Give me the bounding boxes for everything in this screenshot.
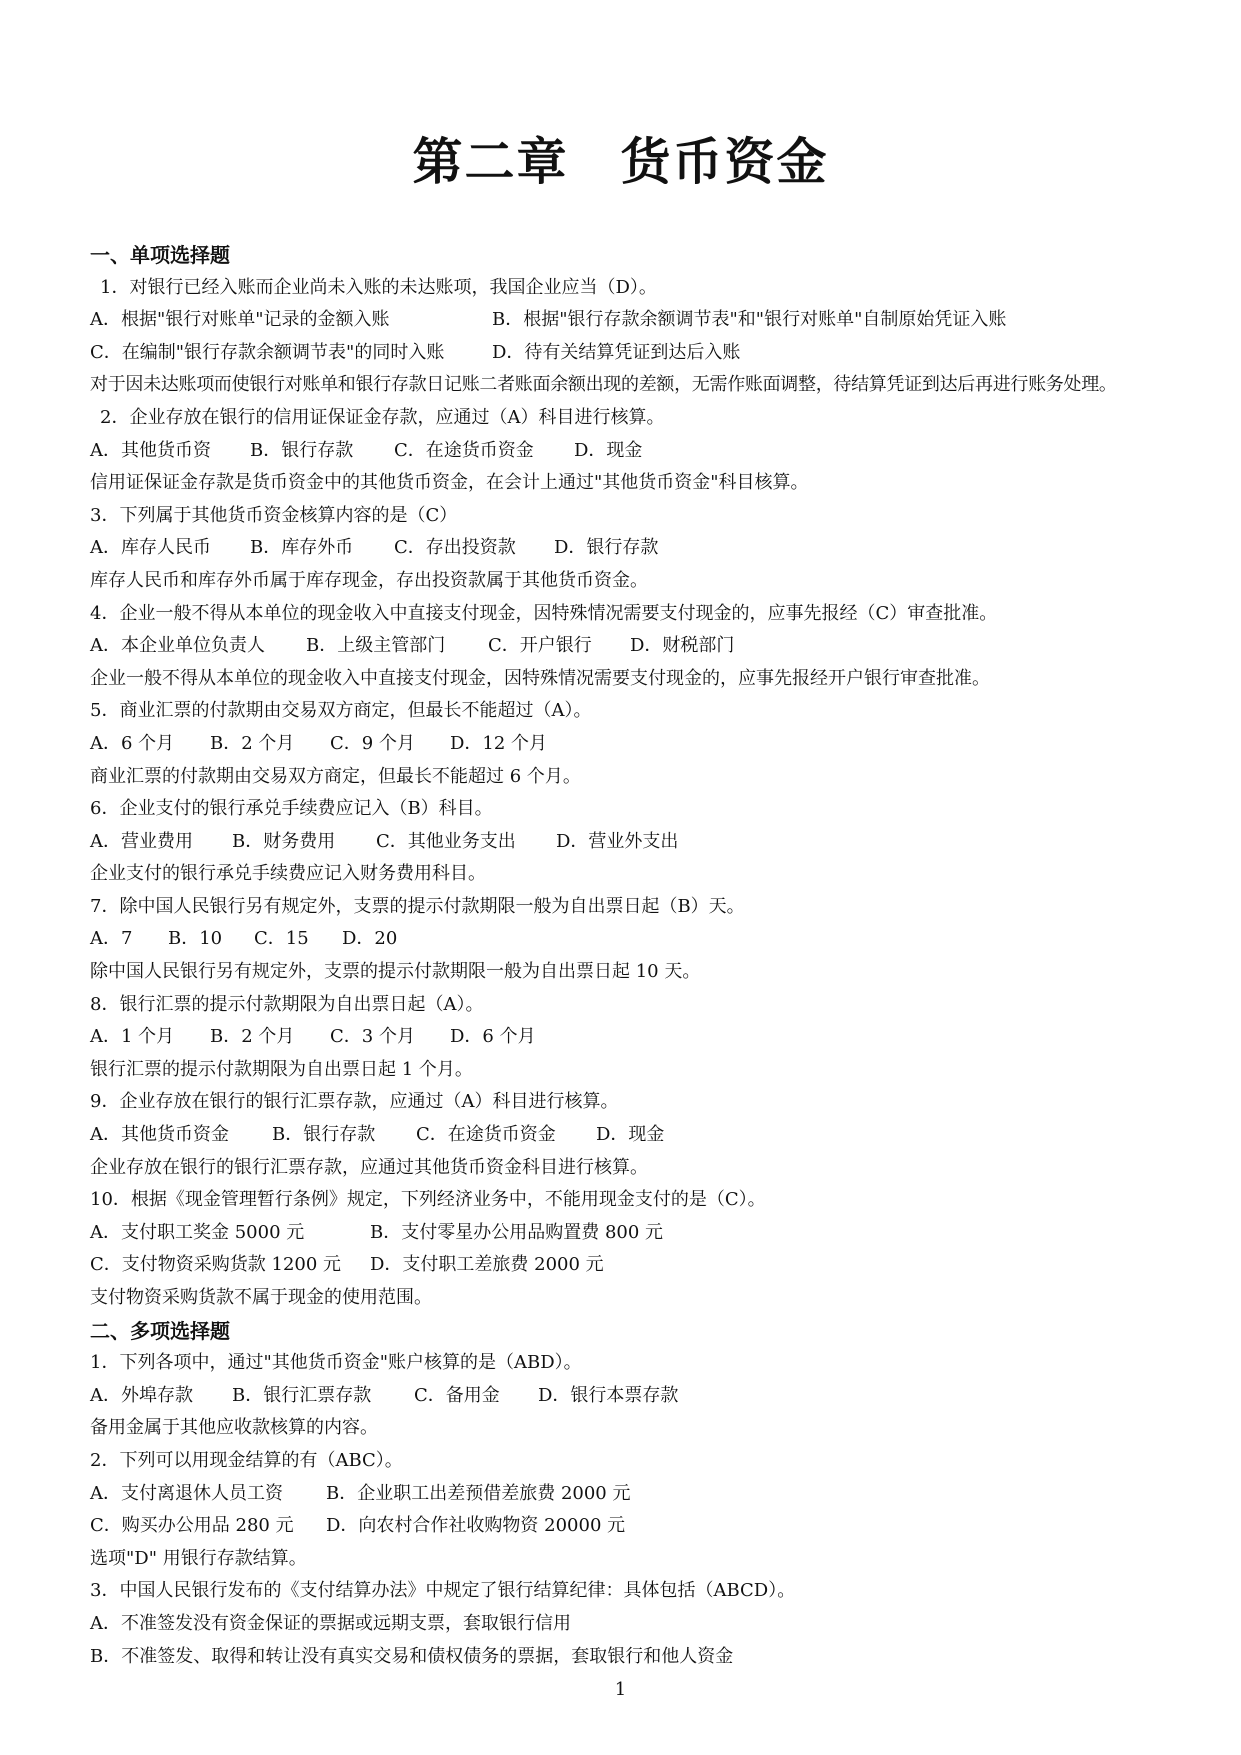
option-a: A．其他货币资金	[90, 1124, 229, 1146]
option-c: C．存出投资款	[394, 537, 516, 559]
option-b: B．10	[168, 928, 223, 950]
option-d: D．财税部门	[630, 635, 735, 657]
option-c: C．备用金	[414, 1384, 500, 1406]
option-b: B．2 个月	[210, 732, 295, 754]
option-a: A．6 个月	[90, 732, 175, 754]
option-d: D．向农村合作社收购物资 20000 元	[326, 1515, 626, 1537]
option-c: C．3 个月	[330, 1026, 415, 1048]
page-content	[90, 239, 1180, 1673]
answer-explanation: 信用证保证金存款是货币资金中的其他货币资金，在会计上通过"其他货币资金"科目核算。	[90, 472, 809, 494]
option-c: C．其他业务支出	[376, 830, 516, 852]
question-text: 7．除中国人民银行另有规定外，支票的提示付款期限一般为自出票日起（B）天。	[90, 895, 745, 917]
option-a: A．外埠存款	[90, 1384, 193, 1406]
question-text: 5．商业汇票的付款期由交易双方商定，但最长不能超过（A）。	[90, 700, 592, 722]
option-a: A．根据"银行对账单"记录的金额入账	[90, 309, 390, 331]
question-text: 3．中国人民银行发布的《支付结算办法》中规定了银行结算纪律：具体包括（ABCD）。	[90, 1580, 796, 1602]
option-b: B．库存外币	[250, 537, 354, 559]
options-row	[90, 1021, 1180, 1054]
option-c: C．9 个月	[330, 732, 415, 754]
option-b: B．银行存款	[272, 1124, 376, 1146]
section-heading-multiple-choice: 二、多项选择题	[90, 1318, 230, 1343]
options-row	[90, 923, 1180, 956]
option-d: D．银行本票存款	[538, 1384, 679, 1406]
question-text: 10．根据《现金管理暂行条例》规定，下列经济业务中，不能用现金支付的是（C）。	[90, 1189, 766, 1211]
options-row	[90, 435, 1180, 468]
option-b: B．银行汇票存款	[232, 1384, 372, 1406]
option-d: D．营业外支出	[556, 830, 679, 852]
options-row	[90, 1510, 1180, 1543]
question-text: 3．下列属于其他货币资金核算内容的是（C）	[90, 504, 458, 526]
option-d: D．银行存款	[554, 537, 659, 559]
options-row	[90, 1249, 1180, 1282]
options-row	[90, 532, 1180, 565]
answer-explanation: 选项"D" 用银行存款结算。	[90, 1547, 307, 1569]
option-b: B．支付零星办公用品购置费 800 元	[370, 1221, 664, 1243]
options-row	[90, 1217, 1180, 1250]
options-row	[90, 1119, 1180, 1152]
answer-explanation: 企业支付的银行承兑手续费应记入财务费用科目。	[90, 863, 486, 885]
page-number: 1	[614, 1679, 627, 1700]
options-row	[90, 304, 1180, 337]
question-text: 2．下列可以用现金结算的有（ABC）。	[90, 1449, 403, 1471]
option-a: A．7	[90, 928, 133, 950]
options-row	[90, 728, 1180, 761]
option-b: B．企业职工出差预借差旅费 2000 元	[326, 1482, 631, 1504]
question-text: 1．对银行已经入账而企业尚未入账的未达账项，我国企业应当（D）。	[100, 276, 657, 298]
option-c: C．在编制"银行存款余额调节表"的同时入账	[90, 341, 445, 363]
option-b: B．上级主管部门	[306, 635, 446, 657]
answer-explanation: 商业汇票的付款期由交易双方商定，但最长不能超过 6 个月。	[90, 765, 581, 787]
option-a: A．其他货币资	[90, 439, 211, 461]
question-text: 1．下列各项中，通过"其他货币资金"账户核算的是（ABD）。	[90, 1352, 582, 1374]
section-heading-single-choice: 一、单项选择题	[90, 243, 230, 267]
answer-explanation: 支付物资采购货款不属于现金的使用范围。	[90, 1287, 432, 1308]
option-a: A．营业费用	[90, 830, 193, 852]
option-b: B．银行存款	[250, 439, 354, 461]
question-text: 6．企业支付的银行承兑手续费应记入（B）科目。	[90, 798, 493, 820]
option-d: D．6 个月	[450, 1026, 536, 1048]
option-b: B．不准签发、取得和转让没有真实交易和债权债务的票据，套取银行和他人资金	[90, 1645, 734, 1667]
answer-explanation: 对于因未达账项而使银行对账单和银行存款日记账二者账面余额出现的差额，无需作账面调整，待结算凭证到达后再进行账务处理。	[90, 374, 1117, 396]
option-b: B．2 个月	[210, 1026, 295, 1048]
options-row	[90, 630, 1180, 663]
option-a: A．不准签发没有资金保证的票据或远期支票，套取银行信用	[90, 1612, 571, 1634]
option-d: D．待有关结算凭证到达后入账	[492, 341, 741, 363]
answer-explanation: 除中国人民银行另有规定外，支票的提示付款期限一般为自出票日起 10 天。	[90, 961, 701, 983]
option-d: D．20	[342, 928, 398, 950]
option-a: A．支付职工奖金 5000 元	[90, 1221, 305, 1243]
answer-explanation: 银行汇票的提示付款期限为自出票日起 1 个月。	[90, 1058, 473, 1080]
option-c: C．15	[254, 928, 309, 950]
option-a: A．本企业单位负责人	[90, 635, 265, 657]
options-row	[90, 1380, 1180, 1413]
answer-explanation: 库存人民币和库存外币属于库存现金，存出投资款属于其他货币资金。	[90, 569, 648, 591]
answer-explanation: 企业一般不得从本单位的现金收入中直接支付现金，因特殊情况需要支付现金的，应事先报经开户银行审查批准。	[90, 667, 990, 689]
option-b: B．根据"银行存款余额调节表"和"银行对账单"自制原始凭证入账	[492, 309, 1007, 331]
options-row	[90, 826, 1180, 859]
option-a: A．1 个月	[90, 1026, 175, 1048]
option-a: A．库存人民币	[90, 537, 211, 559]
option-c: C．在途货币资金	[416, 1124, 556, 1146]
question-text: 2．企业存放在银行的信用证保证金存款，应通过（A）科目进行核算。	[100, 406, 665, 428]
option-d: D．现金	[596, 1124, 665, 1146]
question-text: 9．企业存放在银行的银行汇票存款，应通过（A）科目进行核算。	[90, 1091, 619, 1113]
option-a: A．支付离退休人员工资	[90, 1482, 283, 1504]
option-c: C．支付物资采购货款 1200 元	[90, 1254, 342, 1276]
options-row	[90, 1478, 1180, 1511]
answer-explanation: 备用金属于其他应收款核算的内容。	[90, 1417, 378, 1439]
chapter-title: 第二章 货币资金	[412, 132, 829, 191]
option-c: C．购买办公用品 280 元	[90, 1515, 294, 1537]
option-d: D．支付职工差旅费 2000 元	[370, 1254, 604, 1276]
question-text: 8．银行汇票的提示付款期限为自出票日起（A）。	[90, 993, 484, 1015]
answer-explanation: 企业存放在银行的银行汇票存款，应通过其他货币资金科目进行核算。	[90, 1156, 648, 1178]
option-d: D．现金	[574, 439, 643, 461]
option-b: B．财务费用	[232, 830, 336, 852]
question-text: 4．企业一般不得从本单位的现金收入中直接支付现金，因特殊情况需要支付现金的，应事先报经（C）审查批准。	[90, 602, 998, 624]
option-c: C．开户银行	[488, 635, 592, 657]
option-d: D．12 个月	[450, 732, 548, 754]
option-c: C．在途货币资金	[394, 439, 534, 461]
options-row	[90, 337, 1180, 370]
